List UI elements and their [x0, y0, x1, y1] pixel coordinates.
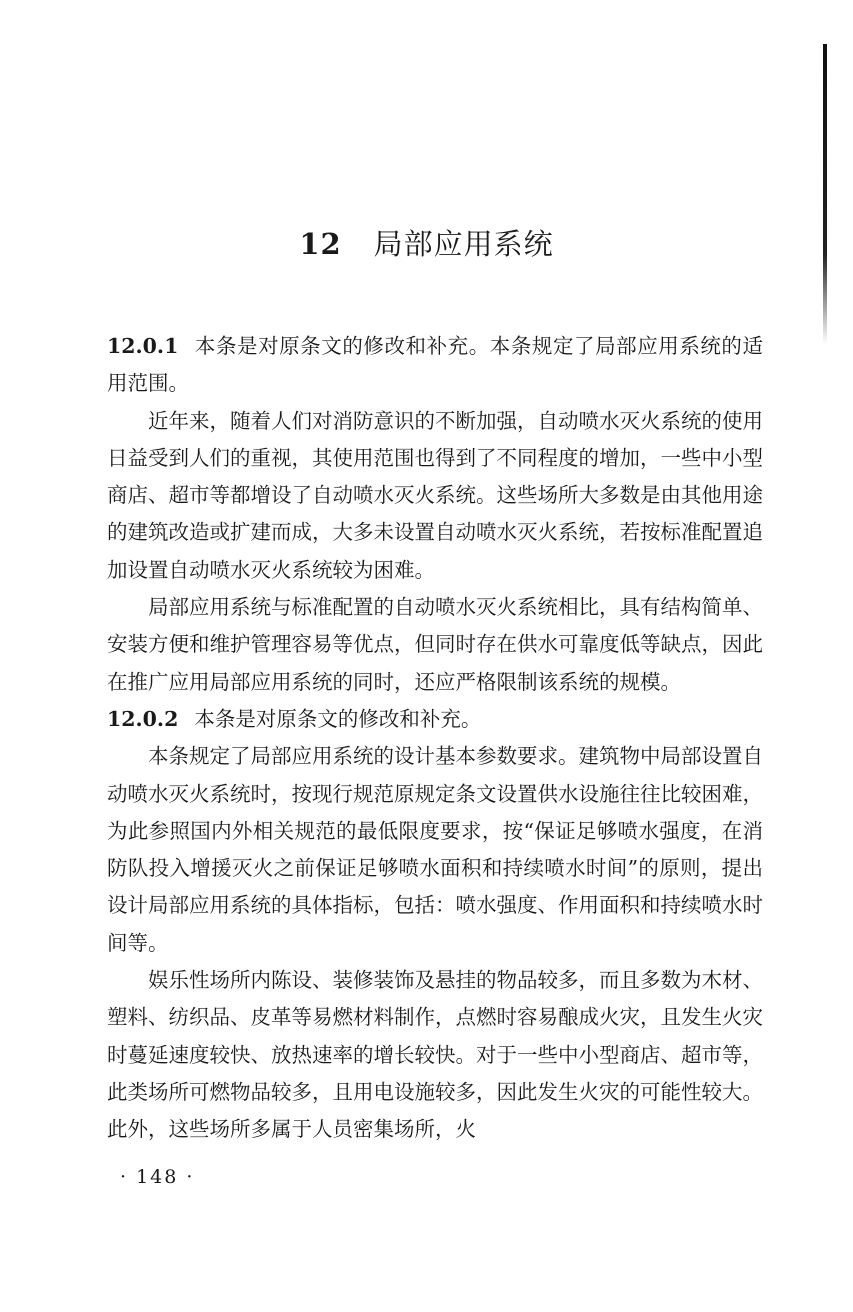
paragraph-text: 娱乐性场所内陈设、装修装饰及悬挂的物品较多，而且多数为木材、塑料、纺织品、皮革等易燃材料制作，点燃时容易酿成火灾，且发生火灾时蔓延速度较快、放热速率的增长较快。对于一些中小型商店、超市等，此类场所可燃物品较多，且用电设施较多，因此发生火灾的可能性较大。此外，这些场所多属于人员密集场所，火	[107, 968, 763, 1142]
paragraph-text: 本条规定了局部应用系统的设计基本参数要求。建筑物中局部设置自动喷水灭火系统时，按现行规范原规定条文设置供水设施往往比较困难，为此参照国内外相关规范的最低限度要求，按“保证足够喷水强度，在消防队投入增援灭火之前保证足够喷水面积和持续喷水时间”的原则，提出设计局部应用系统的具体指标，包括：喷水强度、作用面积和持续喷水时间等。	[107, 744, 763, 955]
chapter-title-text: 局部应用系统	[373, 227, 554, 261]
paragraph-text: 本条是对原条文的修改和补充。	[194, 706, 482, 731]
paragraph	[107, 403, 763, 589]
chapter-title	[0, 222, 853, 263]
clause-number: 12.0.2	[107, 706, 179, 731]
paragraph	[107, 962, 763, 1148]
paragraph-text: 近年来，随着人们对消防意识的不断加强，自动喷水灭火系统的使用日益受到人们的重视，其使用范围也得到了不同程度的增加，一些中小型商店、超市等都增设了自动喷水灭火系统。这些场所大多数是由其他用途的建筑改造或扩建而成，大多未设置自动喷水灭火系统，若按标准配置追加设置自动喷水灭火系统较为困难。	[107, 408, 763, 582]
paragraph	[107, 738, 763, 962]
paragraph	[107, 589, 763, 701]
chapter-number: 12	[299, 227, 342, 261]
paragraph-text: 本条是对原条文的修改和补充。本条规定了局部应用系统的适用范围。	[107, 334, 763, 396]
binding-edge-line	[823, 44, 827, 344]
paragraph-clause-12-0-2	[107, 701, 763, 738]
paragraph-clause-12-0-1	[107, 328, 763, 403]
paragraph-text: 局部应用系统与标准配置的自动喷水灭火系统相比，具有结构简单、安装方便和维护管理容易等优点，但同时存在供水可靠度低等缺点，因此在推广应用局部应用系统的同时，还应严格限制该系统的规模。	[107, 595, 763, 694]
page-number: · 148 ·	[120, 1166, 195, 1188]
clause-number: 12.0.1	[107, 334, 179, 358]
body-text	[107, 328, 763, 1149]
